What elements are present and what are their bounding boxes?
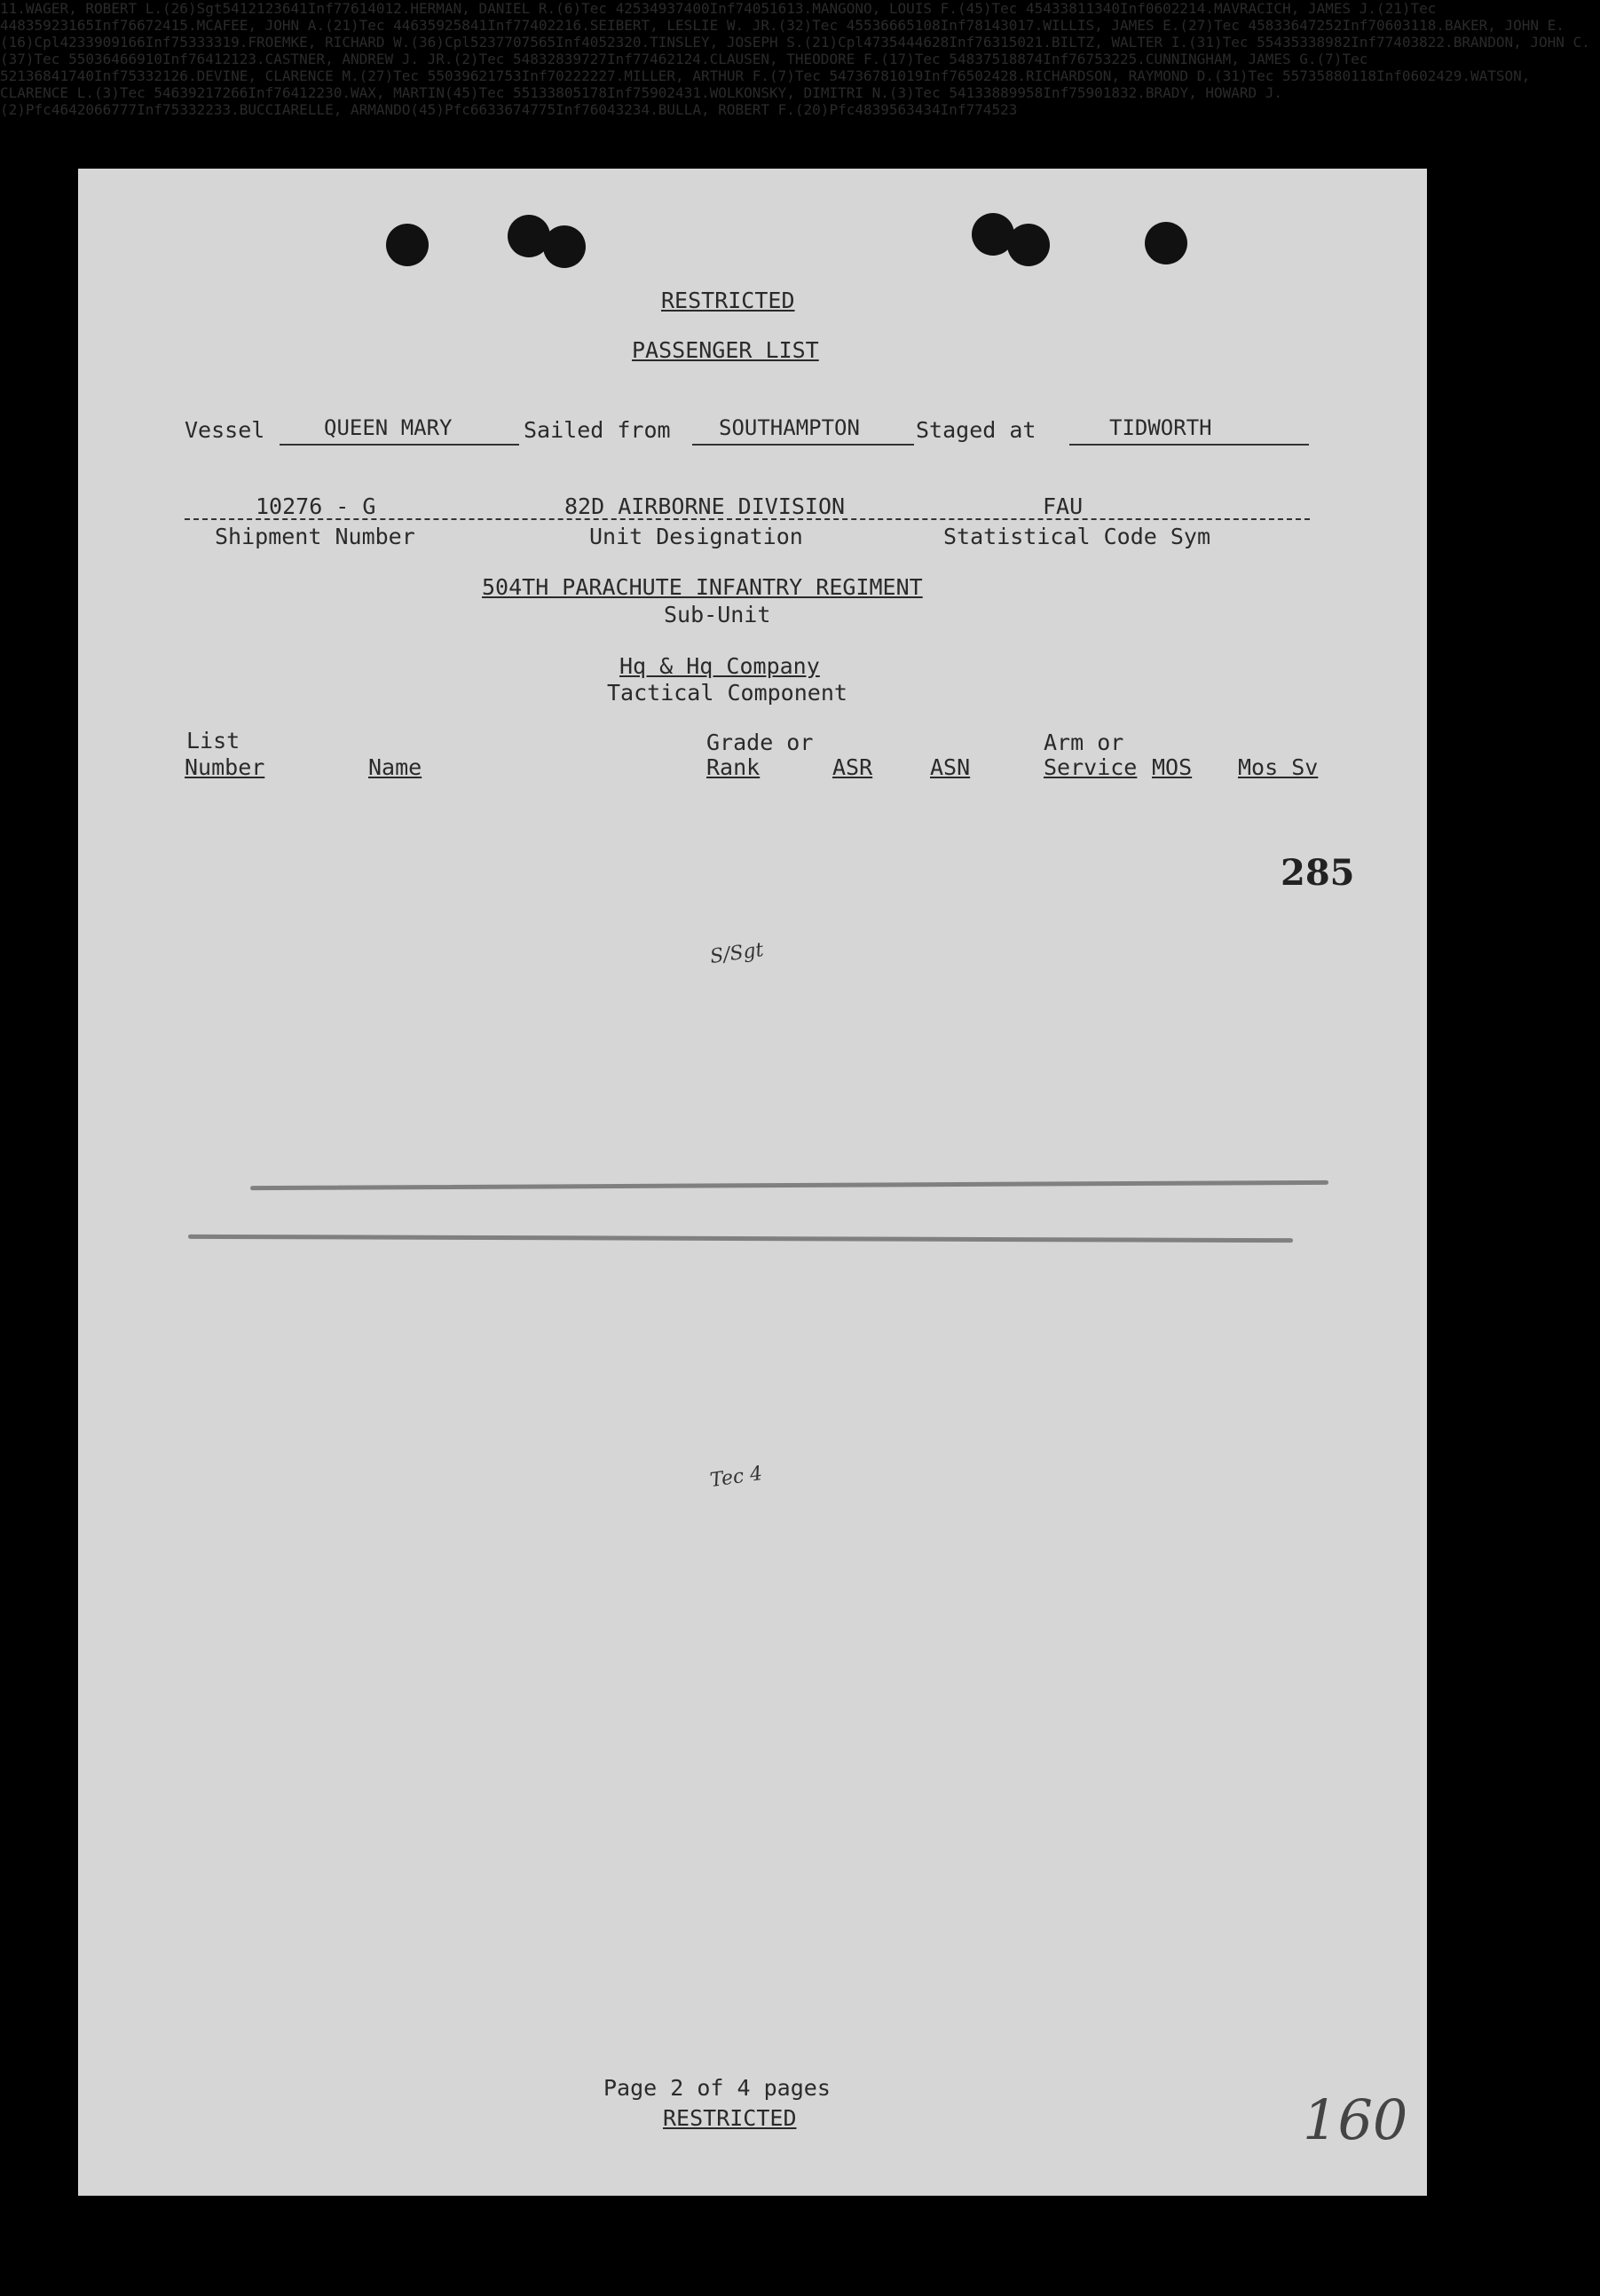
row-number: 16. bbox=[564, 17, 590, 34]
punch-hole-3 bbox=[543, 225, 586, 268]
row-asn: 37707565 bbox=[487, 34, 556, 51]
row-asn: 39621753 bbox=[453, 67, 522, 84]
row-asr: 42 bbox=[59, 34, 77, 51]
row-number: 24. bbox=[683, 51, 710, 67]
row-asn: 33889958 bbox=[974, 84, 1044, 101]
row-asn: 36841740 bbox=[25, 67, 94, 84]
row-age: (26) bbox=[162, 0, 197, 17]
row-asr: 55 bbox=[855, 17, 872, 34]
row-mos-sv: 38 bbox=[1410, 34, 1428, 51]
row-number: 22. bbox=[1427, 34, 1454, 51]
row-mos: 7650 bbox=[949, 67, 983, 84]
row-number: 12. bbox=[384, 0, 411, 17]
shipment-number: 10276 - G bbox=[256, 493, 376, 519]
row-age: (7) bbox=[769, 67, 795, 84]
row-asr: 47 bbox=[863, 34, 881, 51]
row-asr: 46 bbox=[401, 17, 420, 34]
row-grade: Sgt bbox=[196, 0, 223, 17]
row-asn: 36665108 bbox=[871, 17, 941, 34]
sailed-line bbox=[692, 444, 914, 446]
row-asr: 57 bbox=[1290, 67, 1308, 84]
row-age: (32) bbox=[777, 17, 813, 34]
row-mos: 7590 bbox=[1068, 84, 1103, 101]
row-asn: 37518874 bbox=[974, 51, 1044, 67]
row-mos: 7740 bbox=[513, 17, 548, 34]
punch-hole-5 bbox=[1007, 224, 1050, 266]
row-mos: 7675 bbox=[1068, 51, 1103, 67]
id-line bbox=[185, 518, 1310, 520]
vessel-value: QUEEN MARY bbox=[324, 415, 453, 440]
row-arm: Inf bbox=[487, 17, 514, 34]
row-mos: 7746 bbox=[632, 51, 667, 67]
row-name: BUCCIARELLE, ARMANDO bbox=[239, 101, 411, 118]
row-asn: 35444628 bbox=[880, 34, 950, 51]
col-grade: Grade or bbox=[706, 730, 814, 755]
row-name: WILLIS, JAMES E. bbox=[1043, 17, 1180, 34]
row-number: 30. bbox=[325, 84, 351, 101]
row-grade: Tec 5 bbox=[119, 84, 163, 101]
row-asr: 50 bbox=[436, 67, 453, 84]
col-asn: ASN bbox=[930, 754, 971, 780]
row-age: (45) bbox=[410, 101, 445, 118]
row-name: FROEMKE, RICHARD W. bbox=[248, 34, 411, 51]
col-name: Name bbox=[368, 754, 422, 780]
row-arm: Inf bbox=[521, 67, 548, 84]
row-grade: Tec 5 bbox=[393, 67, 437, 84]
row-number: 21. bbox=[1026, 34, 1052, 51]
row-asn: 33647252 bbox=[1273, 17, 1343, 34]
row-asn: 12123641 bbox=[239, 0, 308, 17]
row-mos-sv: 24 bbox=[982, 67, 1001, 84]
row-grade: Tec 4 bbox=[991, 0, 1035, 17]
row-mos-sv: 21 bbox=[666, 51, 684, 67]
row-asn: 34937400 bbox=[641, 0, 710, 17]
classification-bottom: RESTRICTED bbox=[663, 2105, 797, 2131]
row-name: MCAFEE, JOHN A. bbox=[196, 17, 326, 34]
staged-label: Staged at bbox=[916, 417, 1036, 443]
row-arm: Inf bbox=[1043, 51, 1069, 67]
row-number: 34. bbox=[632, 101, 658, 118]
row-name: CUNNINGHAM, JAMES G. bbox=[1145, 51, 1317, 67]
vessel-label: Vessel bbox=[185, 417, 265, 443]
row-mos-sv: 22 bbox=[581, 67, 599, 84]
row-grade: Tec 5 bbox=[478, 51, 522, 67]
row-arm: Inf bbox=[606, 84, 633, 101]
row-asn: 42066777 bbox=[68, 101, 138, 118]
row-number: 20. bbox=[624, 34, 650, 51]
row-asn: 35925841 bbox=[419, 17, 488, 34]
row-age: (21) bbox=[325, 17, 359, 34]
row-age: (27) bbox=[1179, 17, 1214, 34]
row-age: (36) bbox=[410, 34, 445, 51]
row-name: SEIBERT, LESLIE W. JR. bbox=[589, 17, 778, 34]
row-asr: 58 bbox=[1257, 17, 1274, 34]
row-mos: 7641 bbox=[187, 51, 223, 67]
row-mos-sv: 18 bbox=[1102, 84, 1120, 101]
row-grade: Tec 5 bbox=[34, 51, 77, 67]
row-mos-sv: 16 bbox=[769, 0, 787, 17]
row-mos-sv: 22 bbox=[307, 84, 326, 101]
row-arm: Inf bbox=[556, 101, 582, 118]
row-mos-sv: 21 bbox=[154, 67, 171, 84]
row-mos-sv: 23 bbox=[1000, 101, 1018, 118]
row-arm: Inf bbox=[307, 0, 334, 17]
row-mos: 7604 bbox=[581, 101, 616, 118]
row-asr: 48 bbox=[8, 17, 26, 34]
row-mos: 7667 bbox=[119, 17, 154, 34]
row-mos-sv: 31 bbox=[1401, 17, 1420, 34]
row-age: (31) bbox=[1213, 67, 1249, 84]
row-age: (3) bbox=[888, 84, 915, 101]
row-name: TINSLEY, JOSEPH S. bbox=[650, 34, 804, 51]
row-mos: 7533 bbox=[119, 67, 154, 84]
row-mos: 060 bbox=[1145, 0, 1171, 17]
row-mos-sv: 21 bbox=[222, 51, 240, 67]
row-age: (3) bbox=[93, 84, 120, 101]
statistical-code: FAU bbox=[1043, 493, 1084, 519]
row-name: BAKER, JOHN E. bbox=[1445, 17, 1565, 34]
row-mos-sv: 50 bbox=[1008, 34, 1027, 51]
row-asr: 46 bbox=[51, 101, 69, 118]
row-name: WAGER, ROBERT L. bbox=[25, 0, 163, 17]
col-rank: Rank bbox=[706, 754, 761, 780]
row-asn: 33674775 bbox=[487, 101, 556, 118]
row-age: (45) bbox=[957, 0, 992, 17]
handwritten-page-160: 160 bbox=[1303, 2087, 1408, 2152]
row-name: BRADY, HOWARD J. bbox=[1145, 84, 1283, 101]
row-mos-sv: 33 bbox=[205, 34, 223, 51]
row-mos-sv: 22 bbox=[547, 17, 564, 34]
row-name: WATSON, CLARENCE L. bbox=[0, 67, 1531, 101]
row-asr: 54 bbox=[222, 0, 240, 17]
row-grade: Pfc bbox=[829, 101, 855, 118]
row-arm: Inf bbox=[137, 101, 163, 118]
row-age: (16) bbox=[0, 34, 35, 51]
row-age: (20) bbox=[794, 101, 830, 118]
row-number: 14. bbox=[1188, 0, 1214, 17]
row-arm: Inf bbox=[93, 67, 120, 84]
row-mos-sv: 24 bbox=[154, 17, 171, 34]
col-list: List bbox=[186, 728, 240, 753]
row-mos: 7060 bbox=[1367, 17, 1402, 34]
row-age: (6) bbox=[556, 0, 582, 17]
row-asr: 47 bbox=[838, 67, 855, 84]
row-asn: 36781019 bbox=[855, 67, 924, 84]
row-name: BILTZ, WALTER I. bbox=[1051, 34, 1189, 51]
row-age: (21) bbox=[1376, 0, 1411, 17]
row-arm: Inf bbox=[949, 34, 975, 51]
row-number: 17. bbox=[1017, 17, 1044, 34]
row-name: WAX, MARTIN bbox=[350, 84, 445, 101]
row-number: 32. bbox=[1120, 84, 1146, 101]
col-mos-sv: Mos Sv bbox=[1238, 754, 1319, 780]
row-mos-sv: 23 bbox=[606, 34, 625, 51]
row-asr: 46 bbox=[162, 84, 180, 101]
row-arm: Inf bbox=[1375, 67, 1402, 84]
row-grade: Pfc bbox=[444, 101, 470, 118]
col-number: Number bbox=[185, 754, 265, 780]
code-label: Statistical Code Sym bbox=[943, 524, 1211, 549]
row-grade: Tec 5 bbox=[0, 51, 1368, 84]
row-number: 31. bbox=[683, 84, 710, 101]
row-number: 15. bbox=[170, 17, 197, 34]
row-mos: 7533 bbox=[162, 101, 197, 118]
row-name: MILLER, ARTHUR F. bbox=[624, 67, 770, 84]
row-age: (45) bbox=[444, 84, 479, 101]
row-name: HERMAN, DANIEL R. bbox=[410, 0, 556, 17]
row-grade: Tec 5 bbox=[914, 51, 958, 67]
handwritten-grade-24: Tec 4 bbox=[708, 1462, 764, 1493]
row-grade: Cpl bbox=[34, 34, 60, 51]
col-mos: MOS bbox=[1152, 754, 1193, 780]
row-mos-sv: 32 bbox=[1102, 51, 1120, 67]
row-asn: 39563434 bbox=[871, 101, 941, 118]
row-age: (2) bbox=[0, 101, 26, 118]
page-title: PASSENGER LIST bbox=[632, 337, 819, 363]
tactical-component: Hq & Hq Company bbox=[619, 653, 820, 679]
punch-hole-1 bbox=[386, 224, 429, 266]
row-grade: Tec 4 bbox=[359, 17, 402, 34]
row-name: MAVRACICH, JAMES J. bbox=[1213, 0, 1376, 17]
row-age: (17) bbox=[880, 51, 915, 67]
row-mos: 7590 bbox=[632, 84, 667, 101]
row-number: 13. bbox=[786, 0, 813, 17]
row-name: WOLKONSKY, DIMITRI N. bbox=[709, 84, 889, 101]
staged-line bbox=[1069, 444, 1309, 446]
row-arm: Inf bbox=[940, 17, 966, 34]
row-arm: Inf bbox=[1043, 84, 1069, 101]
row-number: 26. bbox=[170, 67, 197, 84]
row-arm: Inf bbox=[93, 17, 120, 34]
row-mos: 7533 bbox=[170, 34, 206, 51]
row-arm: Inf bbox=[162, 51, 188, 67]
row-grade: Tec 5 bbox=[914, 84, 958, 101]
row-arm: Inf bbox=[606, 51, 633, 67]
row-asr: 54 bbox=[1034, 0, 1052, 17]
row-asr: 48 bbox=[957, 51, 975, 67]
row-age: (31) bbox=[1188, 34, 1223, 51]
row-asr: 50 bbox=[76, 51, 94, 67]
row-number: 11. bbox=[0, 0, 26, 17]
row-arm: Inf bbox=[248, 84, 274, 101]
row-grade: Tec 4 bbox=[0, 0, 1437, 34]
sailed-value: SOUTHAMPTON bbox=[719, 415, 860, 440]
shipment-label: Shipment Number bbox=[215, 524, 415, 549]
row-mos: 7022 bbox=[547, 67, 582, 84]
row-grade: Tec 5 bbox=[478, 84, 522, 101]
row-asr: 21 bbox=[8, 67, 26, 84]
row-mos-sv: 22 bbox=[1170, 0, 1189, 17]
row-mos: 405 bbox=[581, 34, 607, 51]
row-mos: 7631 bbox=[974, 34, 1009, 51]
handwritten-grade-14: S/Sgt bbox=[708, 938, 765, 969]
passenger-table bbox=[0, 0, 1600, 118]
row-mos-sv: 30 bbox=[1000, 17, 1018, 34]
row-asr: 48 bbox=[521, 51, 539, 67]
row-number: 28. bbox=[1000, 67, 1027, 84]
row-grade: Tec 5 bbox=[1248, 67, 1291, 84]
row-mos: 7740 bbox=[1375, 34, 1411, 51]
row-mos-sv: 22 bbox=[196, 101, 214, 118]
row-arm: Inf bbox=[556, 34, 582, 51]
row-arm: Inf bbox=[1351, 34, 1376, 51]
row-mos-sv: 40 bbox=[367, 0, 385, 17]
row-arm: Inf bbox=[1342, 17, 1368, 34]
stamp-285: 285 bbox=[1281, 852, 1355, 894]
row-arm: Inf bbox=[709, 0, 736, 17]
row-arm: Inf bbox=[145, 34, 171, 51]
row-grade: Tec 4 bbox=[1213, 17, 1257, 34]
row-arm: Inf bbox=[923, 67, 950, 84]
row-asn: 33909166 bbox=[76, 34, 146, 51]
row-asr: 25 bbox=[624, 0, 642, 17]
row-name: DEVINE, CLARENCE M. bbox=[196, 67, 359, 84]
row-name: BULLA, ROBERT F. bbox=[658, 101, 795, 118]
sub-unit: 504TH PARACHUTE INFANTRY REGIMENT bbox=[482, 574, 923, 600]
page-indicator: Page 2 of 4 pages bbox=[603, 2075, 831, 2101]
row-asr: 51 bbox=[521, 84, 539, 101]
row-mos: 7405 bbox=[735, 0, 770, 17]
row-asn: 33811340 bbox=[1051, 0, 1120, 17]
row-arm: Inf bbox=[1119, 0, 1146, 17]
row-number: 29. bbox=[1445, 67, 1470, 84]
row-mos: 060 bbox=[1401, 67, 1428, 84]
row-mos: 7761 bbox=[333, 0, 368, 17]
row-name: MANGONO, LOUIS F. bbox=[812, 0, 958, 17]
row-number: 25. bbox=[1119, 51, 1146, 67]
row-asr: 54 bbox=[1265, 34, 1283, 51]
row-age: (37) bbox=[0, 51, 35, 67]
col-service: Service bbox=[1044, 754, 1138, 780]
row-grade: Cpl bbox=[444, 34, 470, 51]
row-grade: Tec 4 bbox=[812, 17, 855, 34]
staged-value: TIDWORTH bbox=[1109, 415, 1212, 440]
row-asn: 35923165 bbox=[25, 17, 94, 34]
vessel-line bbox=[280, 444, 519, 446]
row-mos: 7641 bbox=[273, 84, 308, 101]
sailed-label: Sailed from bbox=[524, 417, 671, 443]
row-name: BRANDON, JOHN C. bbox=[1453, 34, 1590, 51]
row-asn: 35880118 bbox=[1307, 67, 1376, 84]
row-number: 23. bbox=[239, 51, 265, 67]
row-grade: Pfc bbox=[25, 101, 51, 118]
row-grade: Tec 5 bbox=[794, 67, 839, 84]
row-mos-sv: 32 bbox=[615, 101, 633, 118]
row-asr: 41 bbox=[957, 84, 975, 101]
row-number: 27. bbox=[598, 67, 625, 84]
unit-label: Unit Designation bbox=[589, 524, 803, 549]
row-asn: 39217266 bbox=[179, 84, 248, 101]
row-asr: 52 bbox=[469, 34, 488, 51]
row-mos-sv: 24 bbox=[1427, 67, 1446, 84]
row-asr: 48 bbox=[855, 101, 872, 118]
punch-hole-6 bbox=[1145, 222, 1187, 264]
row-asn: 36466910 bbox=[93, 51, 163, 67]
col-arm: Arm or bbox=[1044, 730, 1124, 755]
row-mos: 7745 bbox=[966, 101, 1001, 118]
row-mos: 7814 bbox=[966, 17, 1001, 34]
row-age: (21) bbox=[803, 34, 839, 51]
row-number: 33. bbox=[213, 101, 240, 118]
row-asn: 33805178 bbox=[538, 84, 607, 101]
row-grade: Tec 5 bbox=[1222, 34, 1265, 51]
sub-unit-label: Sub-Unit bbox=[664, 602, 771, 627]
row-name: CLAUSEN, THEODORE F. bbox=[709, 51, 881, 67]
row-asn: 32839727 bbox=[538, 51, 607, 67]
unit-designation: 82D AIRBORNE DIVISION bbox=[564, 493, 846, 519]
tactical-label: Tactical Component bbox=[607, 680, 847, 706]
row-asr: 66 bbox=[469, 101, 488, 118]
row-number: 18. bbox=[1419, 17, 1446, 34]
row-mos-sv: 24 bbox=[666, 84, 684, 101]
row-name: RICHARDSON, RAYMOND D. bbox=[1026, 67, 1214, 84]
col-asr: ASR bbox=[832, 754, 873, 780]
row-age: (27) bbox=[359, 67, 394, 84]
row-number: 19. bbox=[222, 34, 248, 51]
row-grade: Tec 4 bbox=[581, 0, 625, 17]
row-arm: Inf bbox=[940, 101, 966, 118]
classification-top: RESTRICTED bbox=[661, 288, 795, 313]
row-name: CASTNER, ANDREW J. JR. bbox=[264, 51, 453, 67]
row-grade: Cpl bbox=[838, 34, 863, 51]
row-asn: 35338982 bbox=[1282, 34, 1352, 51]
row-age: (7) bbox=[1316, 51, 1343, 67]
row-age: (2) bbox=[453, 51, 479, 67]
